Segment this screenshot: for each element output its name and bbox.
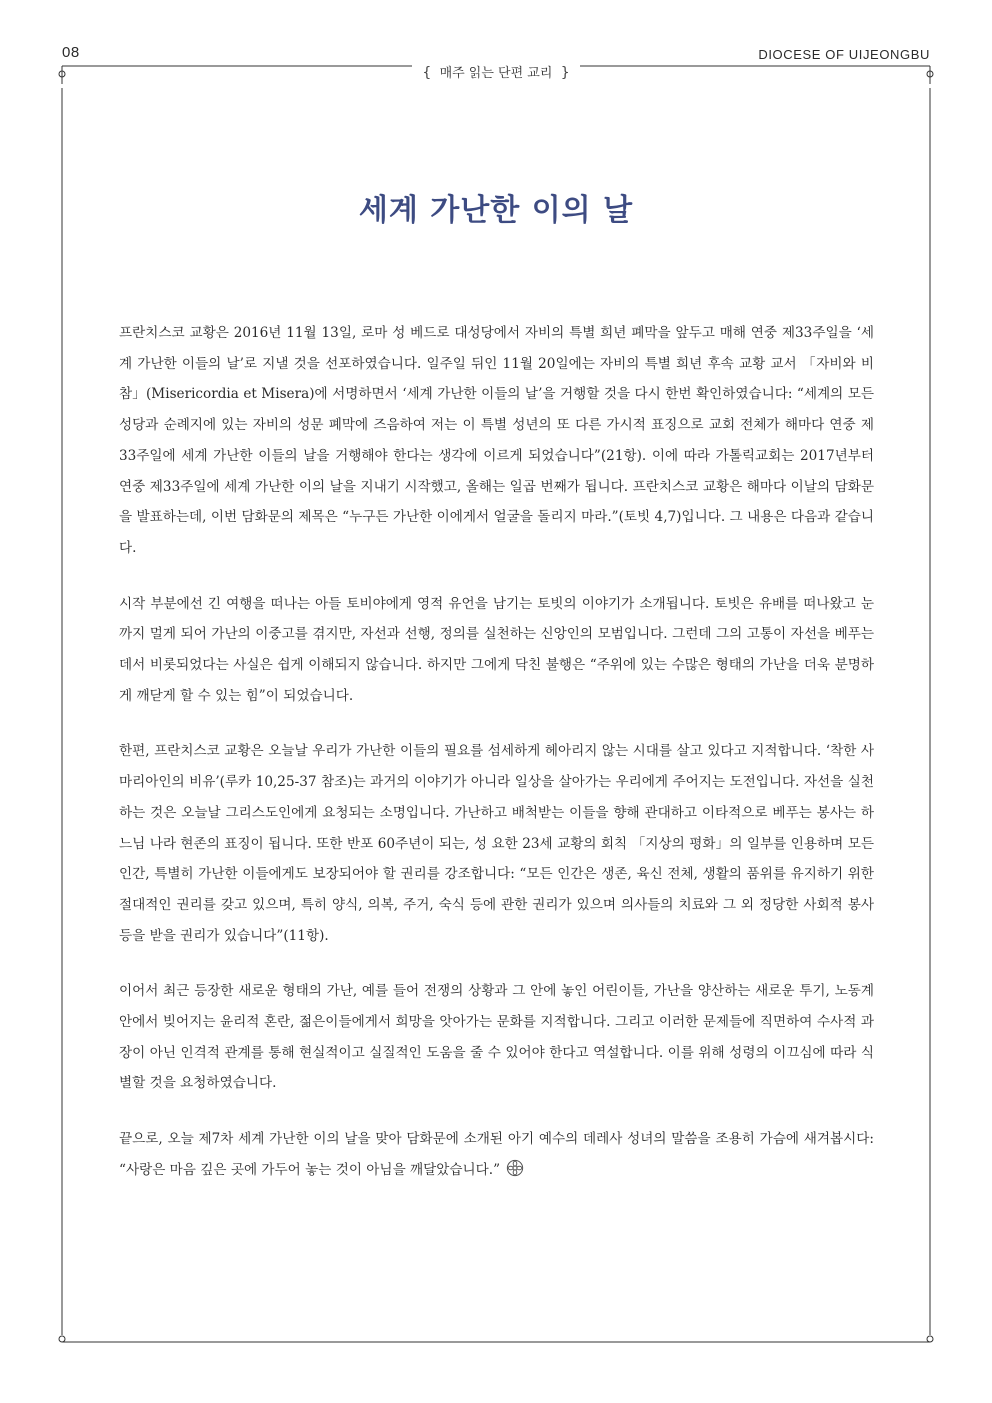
flower-ornament-icon — [506, 1159, 524, 1177]
paragraph-1: 프란치스코 교황은 2016년 11월 13일, 로마 성 베드로 대성당에서 자비의 특별 희년 폐막을 앞두고 매해 연중 제33주일을 ‘세계 가난한 이들의 날’로 지낼 것을 선포하였습니다. 일주일 뒤인 11월 20일에는 자비의 특별 희년 후속 교황 교서 「자비와 비참」(Misericordia et Misera)에 서명하면서 ‘세계 가난한 이들의 날’을 거행할 것을 다시 한번 확인하였습니다: “세계의 모든 성당과 순례지에 있는 자비의 성문 폐막에 즈음하여 저는 이 특별 성년의 또 다른 가시적 표징으로 교회 전체가 해마다 연중 제33주일에 세계 가난한 이들의 날을 거행해야 한다는 생각에 이르게 되었습니다”(21항). 이에 따라 가톨릭교회는 2017년부터 연중 제33주일에 세계 가난한 이의 날을 지내기 시작했고, 올해는 일곱 번째가 됩니다. 프란치스코 교황은 해마다 이날의 담화문을 발표하는데, 이번 담화문의 제목은 “누구든 가난한 이에게서 얼굴을 돌리지 마라.”(토빗 4,7)입니다. 그 내용은 다음과 같습니다. — [119, 325, 874, 556]
right-brace-icon: } — [560, 65, 570, 81]
paragraph-4: 이어서 최근 등장한 새로운 형태의 가난, 예를 들어 전쟁의 상황과 그 안에 놓인 어린이들, 가난을 양산하는 새로운 투기, 노동계 안에서 빚어지는 윤리적 혼란, 젊은이들에게서 희망을 앗아가는 문화를 지적합니다. 그리고 이러한 문제들에 직면하여 수사적 과장이 아닌 인격적 관계를 통해 현실적이고 실질적인 도움을 줄 수 있어야 한다고 역설합니다. 이를 위해 성령의 이끄심에 따라 식별할 것을 요청하였습니다. — [119, 983, 874, 1092]
paragraph-2: 시작 부분에선 긴 여행을 떠나는 아들 토비야에게 영적 유언을 남기는 토빗의 이야기가 소개됩니다. 토빗은 유배를 떠나왔고 눈까지 멀게 되어 가난의 이중고를 겪지만, 자선과 선행, 정의를 실천하는 신앙인의 모범입니다. 그런데 그의 고통이 자선을 베푸는 데서 비롯되었다는 사실은 쉽게 이해되지 않습니다. 하지만 그에게 닥친 불행은 “주위에 있는 수많은 형태의 가난을 더욱 분명하게 깨닫게 할 수 있는 힘”이 되었습니다. — [119, 595, 874, 704]
series-title: 매주 읽는 단편 교리 — [439, 66, 553, 81]
paragraph-5 — [119, 1124, 874, 1185]
article-title: 세계 가난한 이의 날 — [358, 193, 634, 228]
article-body — [119, 318, 874, 1211]
paragraph-5-text: 끝으로, 오늘 제7차 세계 가난한 이의 날을 맞아 담화문에 소개된 아기 예수의 데레사 성녀의 말씀을 조용히 가슴에 새겨봅시다: “사랑은 마음 깊은 곳에 가두어 놓는 것이 아님을 깨달았습니다.” — [119, 1131, 874, 1178]
diocese-name: DIOCESE OF UIJEONGBU — [758, 47, 930, 62]
left-brace-icon: { — [422, 65, 432, 81]
paragraph-3: 한편, 프란치스코 교황은 오늘날 우리가 가난한 이들의 필요를 섬세하게 헤아리지 않는 시대를 살고 있다고 지적합니다. ‘착한 사마리아인의 비유’(루카 10,25-37 참조)는 과거의 이야기가 아니라 일상을 살아가는 우리에게 주어지는 도전입니다. 자선을 실천하는 것은 오늘날 그리스도인에게 요청되는 소명입니다. 가난하고 배척받는 이들을 향해 관대하고 이타적으로 베푸는 봉사는 하느님 나라 현존의 표징이 됩니다. 또한 반포 60주년이 되는, 성 요한 23세 교황의 회칙 「지상의 평화」의 일부를 인용하며 모든 인간, 특별히 가난한 이들에게도 보장되어야 할 권리를 강조합니다: “모든 인간은 생존, 육신 전체, 생활의 품위를 유지하기 위한 절대적인 권리를 갖고 있으며, 특히 양식, 의복, 주거, 숙식 등에 관한 권리가 있으며 의사들의 치료와 그 외 정당한 사회적 봉사 등을 받을 권리가 있습니다”(11항). — [119, 743, 874, 944]
series-label — [0, 62, 992, 81]
page-number: 08 — [62, 44, 80, 61]
